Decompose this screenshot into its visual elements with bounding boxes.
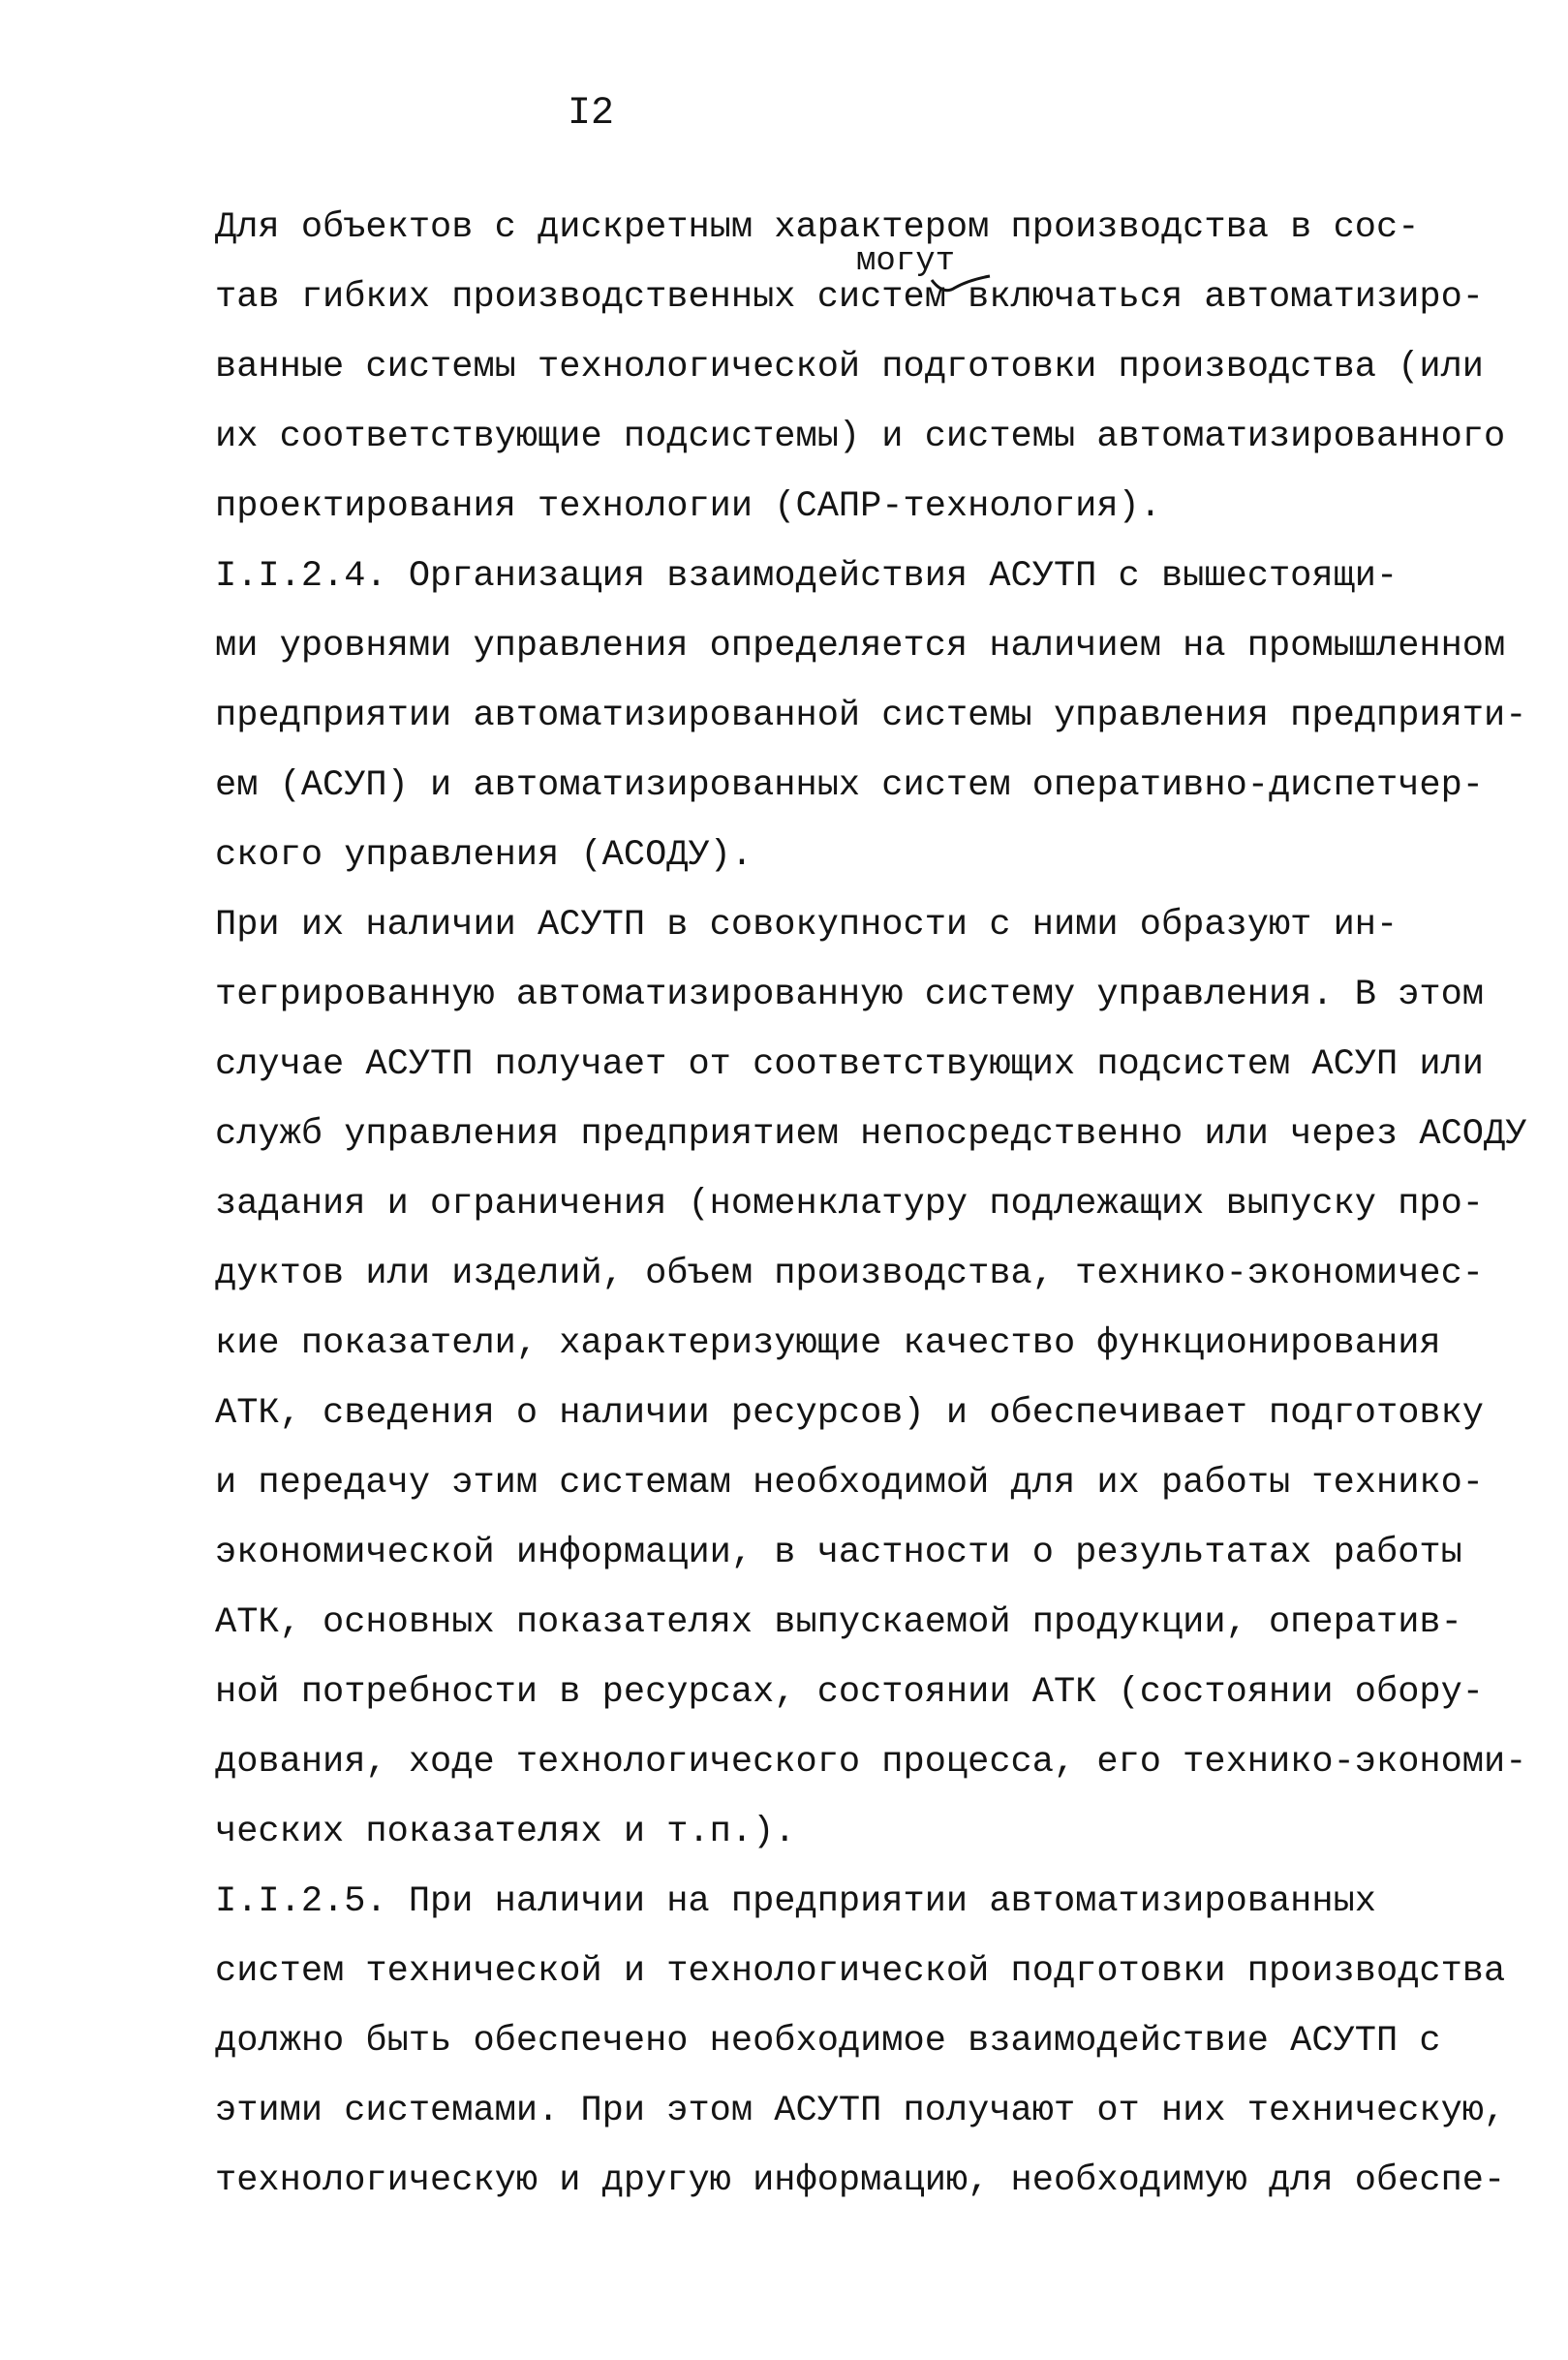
text-line: этими системами. При этом АСУТП получают от них техническую, bbox=[215, 2091, 1506, 2131]
handwritten-insertion: могут bbox=[856, 243, 956, 280]
text-line: тегрированную автоматизированную систему управления. В этом bbox=[215, 975, 1485, 1015]
text-line: ми уровнями управления определяется наличием на промышленном bbox=[215, 626, 1506, 667]
text-line: Для объектов с дискретным характером производства в сос- bbox=[215, 207, 1420, 248]
text-line: предприятии автоматизированной системы управления предприяти- bbox=[215, 696, 1527, 736]
text-line: При их наличии АСУТП в совокупности с ними образуют ин- bbox=[215, 905, 1399, 946]
text-line: ванные системы технологической подготовки производства (или bbox=[215, 347, 1485, 388]
text-line: и передачу этим системам необходимой для их работы технико- bbox=[215, 1463, 1485, 1504]
text-line: АТК, сведения о наличии ресурсов) и обеспечивает подготовку bbox=[215, 1393, 1485, 1434]
page-number: I2 bbox=[567, 92, 614, 136]
text-line: технологическую и другую информацию, необходимую для обеспе- bbox=[215, 2160, 1506, 2201]
text-line: тав гибких производственных систем включаться автоматизиро- bbox=[215, 277, 1485, 318]
text-line: ной потребности в ресурсах, состоянии АТК (состоянии обору- bbox=[215, 1672, 1485, 1713]
text-line: случае АСУТП получает от соответствующих подсистем АСУП или bbox=[215, 1044, 1485, 1085]
text-line: кие показатели, характеризующие качество функционирования bbox=[215, 1323, 1441, 1364]
text-line: ческих показателях и т.п.). bbox=[215, 1812, 796, 1852]
text-line: служб управления предприятием непосредственно или через АСОДУ bbox=[215, 1114, 1527, 1155]
text-line: ского управления (АСОДУ). bbox=[215, 835, 753, 876]
text-line: I.I.2.4. Организация взаимодействия АСУТП с вышестоящи- bbox=[215, 556, 1399, 597]
text-line: дуктов или изделий, объем производства, технико-экономичес- bbox=[215, 1254, 1485, 1294]
text-line: задания и ограничения (номенклатуру подлежащих выпуску про- bbox=[215, 1184, 1485, 1225]
text-line: систем технической и технологической подготовки производства bbox=[215, 1951, 1506, 1992]
text-line: дования, ходе технологического процесса, его технико-экономи- bbox=[215, 1742, 1527, 1783]
text-line: должно быть обеспечено необходимое взаимодействие АСУТП с bbox=[215, 2021, 1441, 2062]
text-line: I.I.2.5. При наличии на предприятии автоматизированных bbox=[215, 1881, 1376, 1922]
text-line: экономической информации, в частности о результатах работы bbox=[215, 1533, 1462, 1573]
text-line: АТК, основных показателях выпускаемой продукции, оператив- bbox=[215, 1602, 1462, 1643]
text-line: проектирования технологии (САПР-технология). bbox=[215, 486, 1161, 527]
text-line: ем (АСУП) и автоматизированных систем оперативно-диспетчер- bbox=[215, 765, 1485, 806]
text-line: их соответствующие подсистемы) и системы автоматизированного bbox=[215, 417, 1506, 457]
